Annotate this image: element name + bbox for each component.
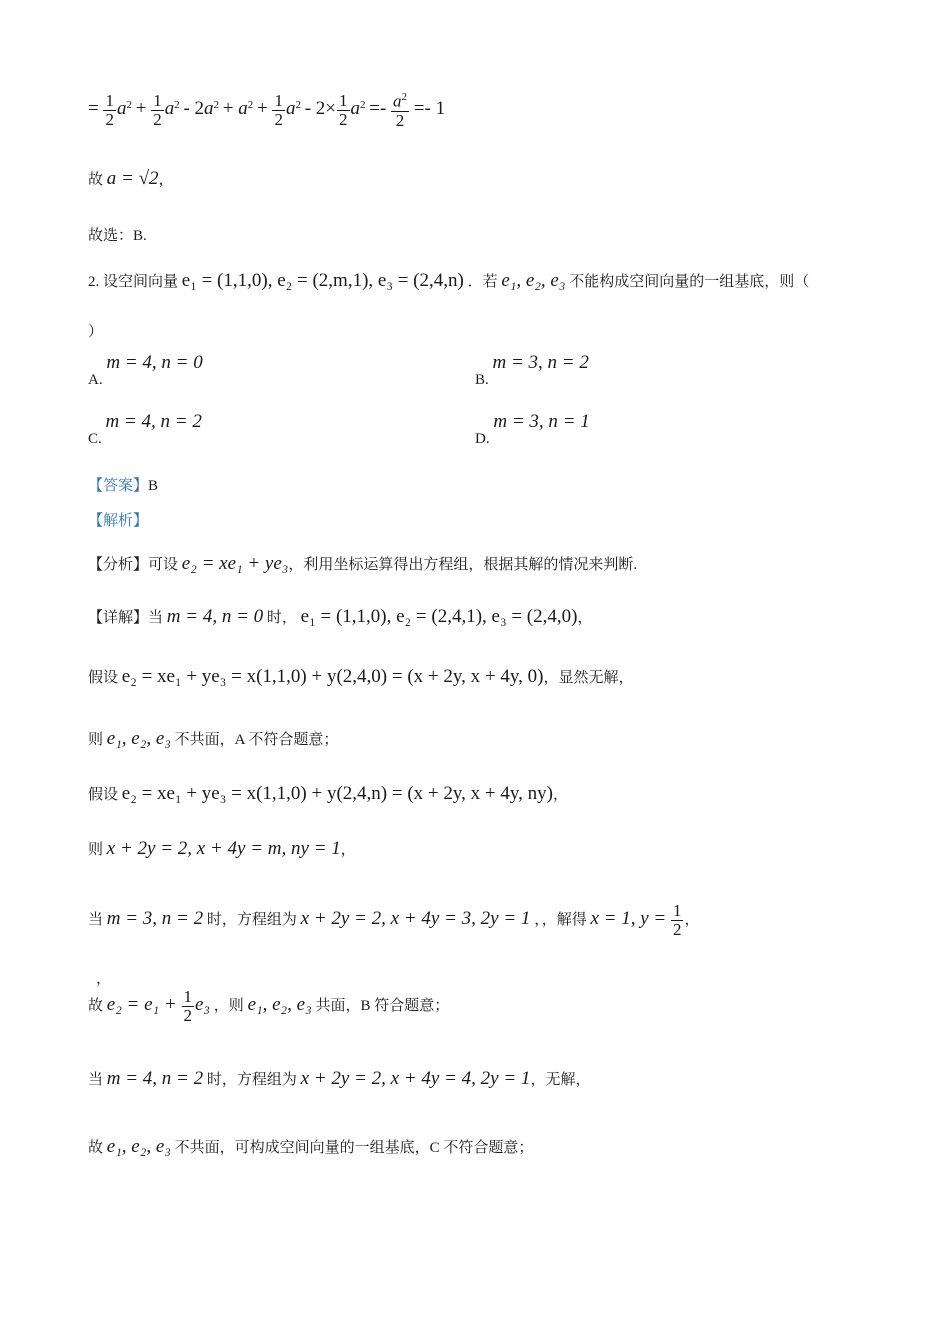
equation-line-1: = $\frac{1}{2}$ $a^2$ + $\frac{1}{2}$ $a^2 - 2a^2 + a^2$ + $\frac{1}{2}$ $a^2 - 2\times$ $\frac{1}{2}$ $a^2$ =- $\frac{a^2}{2}$ =- 1 [88,91,446,130]
answer-tag: 【答案】 [88,478,149,494]
fenxi-line: 【分析】可设 e₂ = xe₁ + ye₃，利用坐标运算得出方程组，根据其解的情况来判断. [88,553,638,574]
conclusion-line: 故 a = √2， [88,168,174,189]
fraction: $\frac{1}{2}$ [339,91,348,130]
detail-line-3: 则 e₁, e₂, e₃ 不共面，A 不符合题意； [88,728,339,749]
question-vectors: e₁ = (1,1,0), e₂ = (2,m,1), e₃ = (2,4,n) [181,270,464,291]
detail-line-10: 故 e₁, e₂, e₃ 不共面，可构成空间向量的一组基底，C 不符合题意； [88,1136,534,1157]
option-b[interactable]: B. m = 3, n = 2 [475,352,589,388]
conclusion-expr: a = √2 [106,168,159,189]
detail-line-8: 故 e₂ = e₁ + $\frac{1}{2}$ e₃ ，则 e₁, e₂, e₃ 共面，B 符合题意； [88,987,450,1025]
option-c[interactable]: C. m = 4, n = 2 [88,411,202,447]
fraction-one-half: $\frac{1}{2}$ [672,901,682,939]
answer-line [88,477,158,495]
detail-line-5: 则 x + 2y = 2, x + 4y = m, ny = 1， [88,838,356,859]
fraction: $\frac{1}{2}$ [274,91,283,130]
fraction: $\frac{1}{2}$ [153,91,162,130]
detail-line-9: 当 m = 4, n = 2 时，方程组为 x + 2y = 2, x + 4y = 4, 2y = 1，无解， [88,1068,591,1089]
option-d[interactable]: D. m = 3, n = 1 [475,411,590,447]
question-close: ） [88,324,104,340]
fraction-one-half: $\frac{1}{2}$ [183,987,192,1025]
fraction: $\frac{1}{2}$ [105,91,114,130]
stray-comma: ， [96,971,112,987]
option-a[interactable]: A. m = 4, n = 0 [88,352,203,388]
eq-equals: = [88,98,99,120]
fraction: $\frac{a^2}{2}$ [393,91,408,130]
detail-line-6: 当 m = 3, n = 2 时，方程组为 x + 2y = 2, x + 4y = 3, 2y = 1 ，，解得 x = 1, y = $\frac{1}{2}$ ， [88,901,700,939]
detail-line-1: 【详解】当 m = 4, n = 0 时， e₁ = (1,1,0), e₂ = (2,4,1), e₃ = (2,4,0)， [88,606,593,627]
detail-line-4: 假设 e₂ = xe₁ + ye₃ = x(1,1,0) + y(2,4,n) = (x + 2y, x + 4y, ny)， [88,783,568,804]
question-2: 2. 设空间向量 e₁ = (1,1,0), e₂ = (2,m,1), e₃ = (2,4,n) ．若 e₁, e₂, e₃ 不能构成空间向量的一组基底，则（ [88,270,810,291]
choice-line: 故选：B. [88,228,147,244]
answer-value: B [148,478,159,494]
detail-line-2: 假设 e₂ = xe₁ + ye₃ = x(1,1,0) + y(2,4,0) = (x + 2y, x + 4y, 0)，显然无解， [88,666,634,687]
analysis-tag: 【解析】 [88,513,149,529]
